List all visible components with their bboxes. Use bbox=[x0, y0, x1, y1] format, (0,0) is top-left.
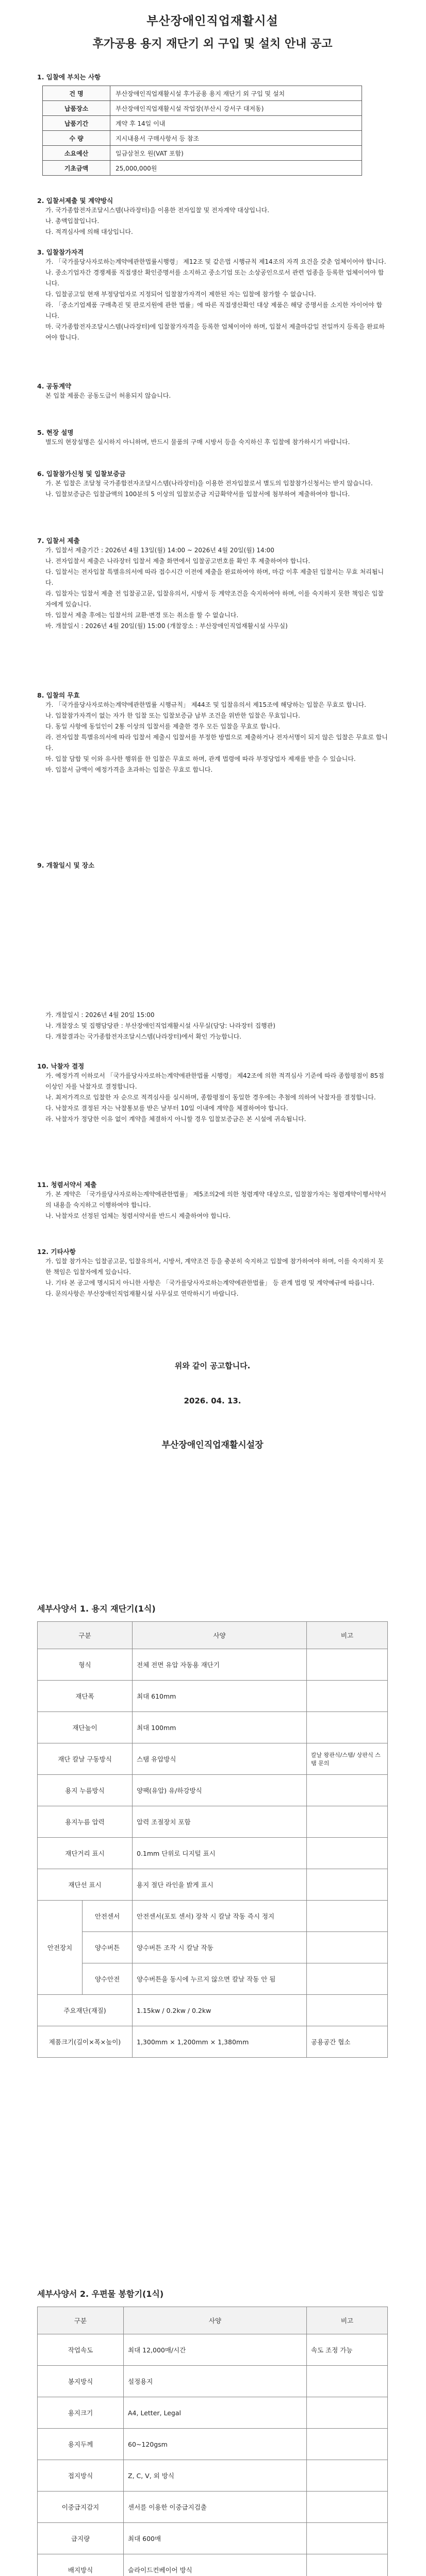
spec-note: 공용공간 협소 bbox=[307, 2026, 388, 2058]
section-6-heading: 6. 입찰참가신청 및 입찰보증금 bbox=[37, 470, 126, 478]
text-line: 마. 입찰 담합 및 이와 유사한 행위를 한 입찰은 무효로 하며, 관계 법령에 따라 부정당업자 제재를 받을 수 있습니다. bbox=[45, 755, 356, 762]
table-header-row bbox=[38, 2307, 388, 2334]
spec-2-table bbox=[37, 2307, 388, 2576]
spec-value: 60~120gsm bbox=[124, 2429, 307, 2460]
table-row bbox=[38, 2554, 388, 2576]
spec-key: 제품크기(길이×폭×높이) bbox=[38, 2026, 133, 2058]
text-line: 다. 낙찰자로 결정된 자는 낙찰통보를 받은 날부터 10일 이내에 계약을 체결하여야 합니다. bbox=[45, 1105, 288, 1112]
spec-note bbox=[307, 2429, 388, 2460]
spec-1-table bbox=[37, 1621, 388, 2058]
text-line: 라. 전자입찰 특별유의서에 따라 입찰서 제출시 입찰서를 부정한 방법으로 제출하거나 전자서명이 되지 않은 입찰은 무효로 합니다. bbox=[45, 734, 388, 752]
section-12-heading: 12. 기타사항 bbox=[37, 1248, 76, 1256]
table-row bbox=[38, 1712, 388, 1743]
spec-key: 주요재단(재질) bbox=[38, 1995, 133, 2026]
text-line: 다. 개찰결과는 국가종합전자조달시스템(나라장터)에서 확인 가능합니다. bbox=[45, 1033, 242, 1040]
table-row bbox=[43, 131, 362, 146]
section-11 bbox=[37, 1180, 388, 1222]
section-12 bbox=[37, 1247, 388, 1299]
spec-key: 재단 칼날 구동방식 bbox=[38, 1743, 133, 1775]
text-line: 바. 개찰일시 : 2026년 4월 20일(월) 15:00 (개찰장소 : 부산장애인직업재활시설 사무실) bbox=[45, 622, 288, 630]
text-line: 라. 입찰자는 입찰서 제출 전 입찰공고문, 입찰유의서, 시방서 등 계약조건을 숙지하여야 하며, 이를 숙지하지 못한 책임은 입찰자에게 있습니다. bbox=[45, 590, 384, 608]
text-line: 가. 본 계약은 「국가를당사자로하는계약에관한법률」 제5조의2에 의한 청렴계약 대상으로, 입찰참가자는 청렴계약이행서약서의 내용을 숙지하고 이행하여야 합니다. bbox=[45, 1191, 386, 1209]
info-value: 지시내용서 구매사항서 등 참조 bbox=[110, 131, 362, 146]
text-line: 나. 입찰보증금은 입찰금액의 100분의 5 이상의 입찰보증금 지급확약서를 입찰서에 첨부하여 제출하여야 합니다. bbox=[45, 490, 350, 498]
spec-key: 이중급지감지 bbox=[38, 2492, 124, 2523]
spec-value: 최대 100mm bbox=[133, 1712, 307, 1743]
table-row bbox=[43, 86, 362, 101]
spec-key: 용지누름 압력 bbox=[38, 1806, 133, 1838]
info-key: 건 명 bbox=[43, 86, 110, 101]
text-line: 나. 총액입찰입니다. bbox=[45, 217, 100, 225]
notice-date: 2026. 04. 13. bbox=[184, 1396, 241, 1405]
text-line: 나. 중소기업자간 경쟁제품 직접생산 확인증명서를 소지하고 중소기업 또는 소상공인으로서 관련 업종을 등록한 업체이어야 합니다. bbox=[45, 269, 384, 287]
table-row bbox=[38, 2460, 388, 2492]
text-line: 마. 국가종합전자조달시스템(나라장터)에 입찰참가자격을 등록한 업체이어야 하며, 입찰서 제출마감일 전일까지 등록을 완료하여야 합니다. bbox=[45, 323, 385, 341]
text-line: 나. 최저가격으로 입찰한 자 순으로 적격심사를 실시하며, 종합평점이 동일한 경우에는 추첨에 의하여 낙찰자를 결정합니다. bbox=[45, 1094, 376, 1101]
spec-value: 전체 전면 유압 자동용 재단기 bbox=[133, 1649, 307, 1681]
spec-value: 슬라이드컨베이어 방식 bbox=[124, 2554, 307, 2576]
spec-note: 칼날 왕관식/스탬/ 상판식 스탬 문의 bbox=[307, 1743, 388, 1775]
text-line: 다. 적격심사에 의해 대상입니다. bbox=[45, 228, 133, 235]
info-value: 부산장애인직업재활시설 작업장(부산시 강서구 대저동) bbox=[110, 101, 362, 116]
info-key: 기초금액 bbox=[43, 161, 110, 176]
section-6 bbox=[37, 469, 388, 500]
spec-value: 안전센서(포토 센서) 장착 시 칼날 작동 즉시 정지 bbox=[133, 1901, 307, 1932]
spec-value: 설정용지 bbox=[124, 2366, 307, 2397]
spec-note bbox=[307, 1649, 388, 1681]
spec-value: 압력 조절장치 포함 bbox=[133, 1806, 307, 1838]
section-8-heading: 8. 입찰의 무효 bbox=[37, 691, 80, 699]
spec-value: 최대 610mm bbox=[133, 1681, 307, 1712]
text-line: 별도의 현장설명은 실시하지 아니하며, 반드시 물품의 구매 시방서 등을 숙지하신 후 입찰에 참가하시기 바랍니다. bbox=[45, 438, 350, 446]
spec-value: 양수버튼을 동시에 누르지 않으면 칼날 작동 안 됨 bbox=[133, 1963, 307, 1995]
table-row bbox=[43, 161, 362, 176]
table-row bbox=[38, 1963, 388, 1995]
table-row bbox=[38, 2397, 388, 2429]
section-5 bbox=[37, 428, 388, 448]
spec-note bbox=[307, 1775, 388, 1806]
notice-title: 후가공용 용지 재단기 외 구입 및 설치 안내 공고 bbox=[92, 38, 333, 50]
spec-note bbox=[307, 1963, 388, 1995]
spec-value: 센서를 이용한 이중급지검출 bbox=[124, 2492, 307, 2523]
spec-1-title: 세부사양서 1. 용지 재단기(1식) bbox=[37, 1604, 156, 1614]
spec-key: 용지크기 bbox=[38, 2397, 124, 2429]
spec-value: 1,300mm × 1,200mm × 1,380mm bbox=[133, 2026, 307, 2058]
info-value: 계약 후 14일 이내 bbox=[110, 116, 362, 131]
section-7 bbox=[37, 536, 388, 632]
section-8 bbox=[37, 690, 388, 775]
spec-key: 형식 bbox=[38, 1649, 133, 1681]
table-row bbox=[38, 1743, 388, 1775]
text-line: 다. 입찰공고일 현재 부정당업자로 지정되어 입찰참가자격이 제한된 자는 입찰에 참가할 수 없습니다. bbox=[45, 291, 316, 298]
section-7-heading: 7. 입찰서 제출 bbox=[37, 537, 80, 545]
org-name: 부산장애인직업재활시설 bbox=[146, 14, 278, 28]
info-table bbox=[42, 86, 362, 176]
table-row bbox=[38, 2026, 388, 2058]
text-line: 나. 입찰참가자격이 없는 자가 한 입찰 또는 입찰보증금 납부 조건을 위반한 입찰은 무효입니다. bbox=[45, 712, 300, 719]
text-line: 가. 입찰서 제출기간 : 2026년 4월 13일(월) 14:00 ~ 2026년 4월 20일(월) 14:00 bbox=[45, 547, 274, 554]
section-1 bbox=[37, 72, 388, 176]
table-header-row bbox=[38, 1622, 388, 1649]
text-line: 라. 낙찰자가 정당한 이유 없이 계약을 체결하지 아니할 경우 입찰보증금은 본 시설에 귀속됩니다. bbox=[45, 1115, 306, 1123]
text-line: 가. 국가종합전자조달시스템(나라장터)을 이용한 전자입찰 및 전자계약 대상입니다. bbox=[45, 207, 270, 214]
spec-key: 접지방식 bbox=[38, 2460, 124, 2492]
section-3 bbox=[37, 247, 388, 343]
section-9 bbox=[37, 860, 388, 870]
table-row bbox=[38, 1775, 388, 1806]
spec-note bbox=[307, 2554, 388, 2576]
spec-key: 배지방식 bbox=[38, 2554, 124, 2576]
spec-key: 작업속도 bbox=[38, 2334, 124, 2366]
section-3-heading: 3. 입찰참가자격 bbox=[37, 248, 84, 256]
section-1-heading: 1. 입찰에 부치는 사항 bbox=[37, 73, 101, 81]
table-row bbox=[38, 1869, 388, 1901]
spec-note bbox=[307, 1838, 388, 1869]
spec-subkey: 양수버튼 bbox=[83, 1932, 133, 1963]
text-line: 다. 동일 사항에 동일인이 2통 이상의 입찰서를 제출한 경우 모든 입찰을 무효로 합니다. bbox=[45, 723, 281, 730]
spec-key: 재단거리 표시 bbox=[38, 1838, 133, 1869]
spec-note bbox=[307, 2366, 388, 2397]
info-key: 소요예산 bbox=[43, 146, 110, 161]
section-4-heading: 4. 공동계약 bbox=[37, 382, 72, 390]
section-4 bbox=[37, 381, 388, 401]
col-header: 비고 bbox=[307, 2307, 388, 2334]
spec-note bbox=[307, 1806, 388, 1838]
table-row bbox=[43, 146, 362, 161]
table-row bbox=[38, 2429, 388, 2460]
section-5-heading: 5. 현장 설명 bbox=[37, 429, 74, 436]
spec-note bbox=[307, 1901, 388, 1932]
table-row bbox=[38, 1681, 388, 1712]
spec-note bbox=[307, 1869, 388, 1901]
spec-value: 최대 12,000매/시간 bbox=[124, 2334, 307, 2366]
spec-note: 속도 조정 가능 bbox=[307, 2334, 388, 2366]
info-key: 납품기간 bbox=[43, 116, 110, 131]
spec-note bbox=[307, 1995, 388, 2026]
spec-note bbox=[307, 2523, 388, 2554]
spec-key: 재단선 표시 bbox=[38, 1869, 133, 1901]
spec-subkey: 안전센서 bbox=[83, 1901, 133, 1932]
table-row bbox=[38, 1901, 388, 1932]
section-10 bbox=[37, 1061, 388, 1125]
table-row bbox=[38, 1932, 388, 1963]
table-row bbox=[38, 2334, 388, 2366]
text-line: 나. 기타 본 공고에 명시되지 아니한 사항은 「국가를당사자로하는계약에관한법률」 등 관계 법령 및 계약예규에 따릅니다. bbox=[45, 1279, 374, 1286]
spec-subkey: 양수안전 bbox=[83, 1963, 133, 1995]
spec-value: A4, Letter, Legal bbox=[124, 2397, 307, 2429]
table-row bbox=[43, 116, 362, 131]
section-9-heading: 9. 개찰일시 및 장소 bbox=[37, 861, 95, 869]
info-value: 부산장애인직업재활시설 후가공용 용지 재단기 외 구입 및 설치 bbox=[110, 86, 362, 101]
section-9-details bbox=[37, 1010, 388, 1042]
col-header: 구분 bbox=[38, 1622, 133, 1649]
text-line: 나. 낙찰자로 선정된 업체는 청렴서약서를 반드시 제출하여야 합니다. bbox=[45, 1212, 231, 1219]
spec-key: 급지량 bbox=[38, 2523, 124, 2554]
table-row bbox=[38, 1995, 388, 2026]
section-10-heading: 10. 낙찰자 결정 bbox=[37, 1062, 85, 1070]
spec-2 bbox=[37, 2287, 388, 2576]
table-row bbox=[38, 1649, 388, 1681]
spec-value: 최대 600매 bbox=[124, 2523, 307, 2554]
spec-key: 봉지방식 bbox=[38, 2366, 124, 2397]
spec-value: 양팩(유압) 유/하강방식 bbox=[133, 1775, 307, 1806]
closing-text: 위와 같이 공고합니다. bbox=[174, 1361, 251, 1370]
text-line: 다. 문의사항은 부산장애인직업재활시설 사무실로 연락하시기 바랍니다. bbox=[45, 1290, 239, 1297]
spec-key: 용지두께 bbox=[38, 2429, 124, 2460]
table-row bbox=[38, 2523, 388, 2554]
text-line: 가. 입찰 참가자는 입찰공고문, 입찰유의서, 시방서, 계약조건 등을 충분히 숙지하고 입찰에 참가하여야 하며, 이를 숙지하지 못한 책임은 입찰자에게 있습니다. bbox=[45, 1258, 384, 1276]
info-key: 납품장소 bbox=[43, 101, 110, 116]
spec-value: 1.15kw / 0.2kw / 0.2kw bbox=[133, 1995, 307, 2026]
section-11-heading: 11. 청렴서약서 제출 bbox=[37, 1181, 97, 1189]
col-header: 비고 bbox=[307, 1622, 388, 1649]
spec-value: 0.1mm 단위로 디지털 표시 bbox=[133, 1838, 307, 1869]
text-line: 나. 전자입찰서 제출은 나라장터 입찰서 제출 화면에서 입찰공고번호를 확인 후 제출하여야 합니다. bbox=[45, 557, 310, 565]
spec-key: 재단높이 bbox=[38, 1712, 133, 1743]
text-line: 가. 예정가격 이하로서 「국가를당사자로하는계약에관한법률 시행령」 제42조에 의한 적격심사 기준에 따라 종합평점이 85점 이상인 자를 낙찰자로 결정합니다. bbox=[45, 1072, 384, 1090]
col-header: 사양 bbox=[133, 1622, 307, 1649]
spec-note bbox=[307, 1712, 388, 1743]
section-2 bbox=[37, 196, 388, 238]
spec-note bbox=[307, 1681, 388, 1712]
text-line: 마. 입찰서 제출 후에는 입찰서의 교환·변경 또는 취소를 할 수 없습니다. bbox=[45, 612, 239, 619]
spec-key: 안전장치 bbox=[38, 1901, 83, 1995]
spec-key: 재단폭 bbox=[38, 1681, 133, 1712]
text-line: 바. 입찰서 금액이 예정가격을 초과하는 입찰은 무효로 합니다. bbox=[45, 766, 213, 773]
text-line: 가. 「국가를당사자로하는계약에관한법률 시행규칙」 제44조 및 입찰유의서 제15조에 해당하는 입찰은 무효로 합니다. bbox=[45, 701, 366, 708]
spec-2-title: 세부사양서 2. 우편물 봉함기(1식) bbox=[37, 2289, 164, 2299]
spec-1 bbox=[37, 1602, 388, 2058]
section-2-heading: 2. 입찰서제출 및 계약방식 bbox=[37, 197, 113, 205]
text-line: 가. 본 입찰은 조달청 국가종합전자조달시스템(나라장터)을 이용한 전자입찰로서 별도의 입찰참가신청서는 받지 않습니다. bbox=[45, 480, 373, 487]
spec-note bbox=[307, 2397, 388, 2429]
spec-value: Z, C, V, 외 방식 bbox=[124, 2460, 307, 2492]
col-header: 사양 bbox=[124, 2307, 307, 2334]
table-row bbox=[38, 2492, 388, 2523]
text-line: 나. 개찰장소 및 집행담당관 : 부산장애인직업재활시설 사무실(담당: 나라장터 집행관) bbox=[45, 1022, 275, 1029]
table-row bbox=[38, 1806, 388, 1838]
info-value: 일금삼천오 원(VAT 포함) bbox=[110, 146, 362, 161]
spec-value: 용지 절단 라인을 밝게 표시 bbox=[133, 1869, 307, 1901]
info-value: 25,000,000원 bbox=[110, 161, 362, 176]
col-header: 구분 bbox=[38, 2307, 124, 2334]
info-key: 수 량 bbox=[43, 131, 110, 146]
table-row bbox=[38, 2366, 388, 2397]
table-row bbox=[38, 1838, 388, 1869]
spec-note bbox=[307, 2492, 388, 2523]
text-line: 본 입찰 제품은 공동도급이 허용되지 않습니다. bbox=[45, 392, 171, 399]
text-line: 가. 개찰일시 : 2026년 4월 20일 15:00 bbox=[45, 1011, 155, 1019]
spec-key: 용지 누름방식 bbox=[38, 1775, 133, 1806]
spec-value: 스탬 유압방식 bbox=[133, 1743, 307, 1775]
table-row bbox=[43, 101, 362, 116]
spec-note bbox=[307, 1932, 388, 1963]
spec-value: 양수버튼 조작 시 칼날 작동 bbox=[133, 1932, 307, 1963]
text-line: 가. 「국가를당사자로하는계약에관한법률시행령」 제12조 및 같은법 시행규칙 제14조의 자격 요건을 갖춘 업체이어야 합니다. bbox=[45, 258, 386, 265]
spec-note bbox=[307, 2460, 388, 2492]
text-line: 다. 입찰서는 전자입찰 특별유의서에 따라 접수시간 이전에 제출을 완료하여야 하며, 마감 이후 제출된 입찰서는 무효 처리됩니다. bbox=[45, 568, 384, 586]
text-line: 라. 「중소기업제품 구매촉진 및 판로지원에 관한 법률」에 따른 직접생산확인 대상 제품은 해당 증명서를 소지한 자이어야 합니다. bbox=[45, 301, 383, 319]
signer-name: 부산장애인직업재활시설장 bbox=[161, 1440, 264, 1450]
